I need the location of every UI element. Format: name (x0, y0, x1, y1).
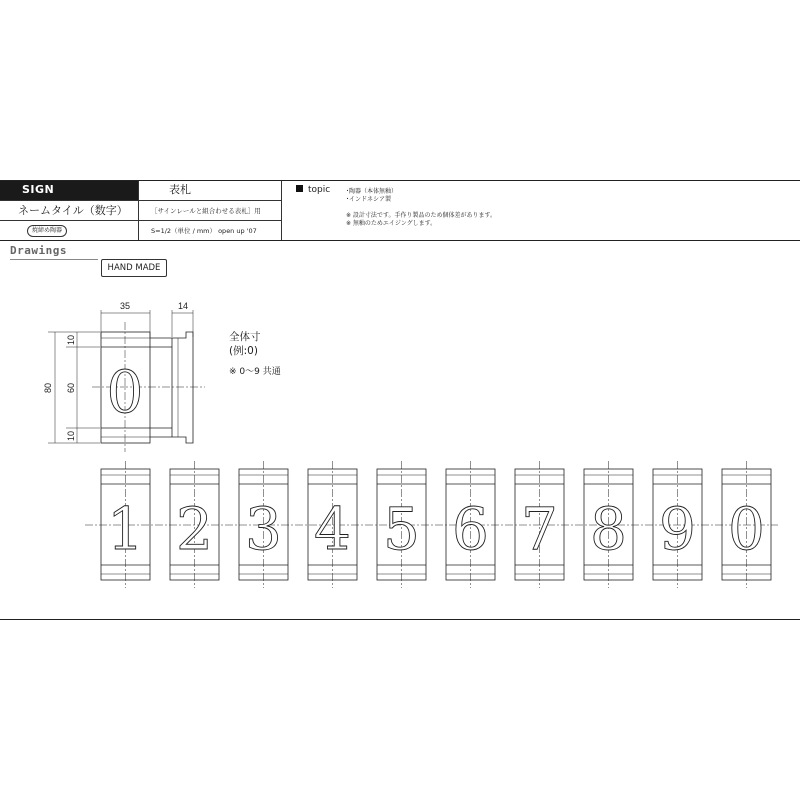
drawings-heading: Drawings (10, 244, 67, 257)
tile-side-profile (150, 332, 193, 443)
scale-note: S=1/2（単位 / mm） open up '07 (138, 220, 281, 240)
digit-6-glyph: 6 (452, 495, 489, 563)
digit-tile (170, 461, 219, 588)
middle-height-label: 60 (66, 382, 76, 394)
overall-size-note: 全体寸 (229, 331, 261, 343)
digit-4-glyph: 4 (314, 495, 351, 563)
digit-8-glyph: 8 (590, 495, 627, 563)
sign-label: SIGN (0, 180, 138, 200)
example-note: (例:0) (229, 345, 258, 357)
digit-0-glyph: 0 (728, 495, 765, 563)
digit-tile (515, 461, 564, 588)
digit-tile (584, 461, 633, 588)
digit-tile-row (101, 461, 771, 588)
topic-line: ･陶器（本体無釉） (346, 188, 398, 195)
bottom-band-label: 10 (66, 430, 76, 442)
example-digit: 0 (106, 358, 144, 426)
digit-1-glyph: 1 (107, 495, 144, 563)
digit-2-glyph: 2 (176, 495, 213, 563)
topic-line: ※ 無釉のためエイジングします。 (346, 220, 437, 227)
digit-tile (308, 461, 357, 588)
digit-tile (239, 461, 288, 588)
digit-tile (446, 461, 495, 588)
width-dimension-label: 35 (119, 301, 131, 311)
topic-label: topic (308, 185, 331, 195)
product-name: ネームタイル（数字） (0, 200, 138, 220)
digit-9-glyph: 9 (659, 495, 696, 563)
product-kind: 表札 (138, 180, 281, 200)
topic-line: ･インドネシア製 (346, 196, 391, 203)
material-badge: 焼締め陶器 (27, 225, 67, 237)
digit-tile (653, 461, 702, 588)
depth-dimension-label: 14 (177, 301, 189, 311)
common-note: ※ 0〜9 共通 (229, 367, 281, 377)
product-usage: ［サインレールと組合わせる表札］用 (138, 200, 281, 220)
digit-tile (101, 461, 150, 588)
handmade-badge: HAND MADE (101, 259, 167, 277)
topic-line: ※ 設計寸法です。手作り製品のため個体差があります。 (346, 212, 496, 219)
digit-tile (722, 461, 771, 588)
digit-5-glyph: 5 (383, 495, 420, 563)
top-band-label: 10 (66, 334, 76, 346)
digit-7-glyph: 7 (521, 495, 558, 563)
digit-tile (377, 461, 426, 588)
digit-3-glyph: 3 (245, 495, 282, 563)
total-height-label: 80 (43, 382, 53, 394)
